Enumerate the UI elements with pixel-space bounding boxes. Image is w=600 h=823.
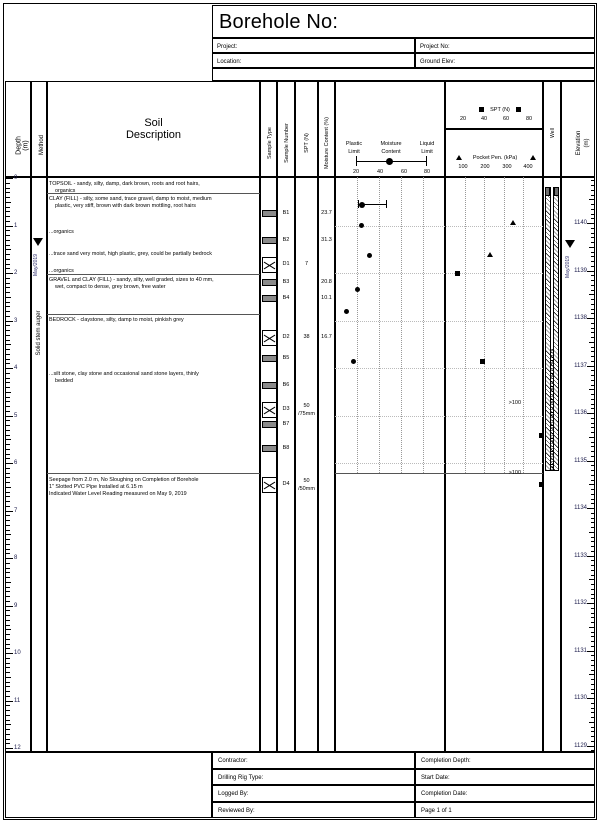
col-header-depth-label: Depth [15,136,23,155]
depth-tick-label: 12 [14,745,21,751]
surface-seal-right [554,187,559,196]
soil-description-line: wet, compact to dense, grey brown, free water [49,284,166,290]
sample-symbol-split-spoon [262,330,277,346]
sample-symbol-bulk [262,237,277,244]
spt-value-label: 38 [303,334,310,340]
legend-spt-tick-60: 60 [502,116,510,122]
sample-symbol-bulk [262,382,277,389]
col-soil-body [47,177,260,752]
sample-number-label: D3 [282,406,290,412]
spt-value-label: 50 [303,478,310,484]
legend-ppen-tick-400: 400 [523,164,533,170]
soil-description-line: ...trace sand very moist, high plastic, grey, could be partially bedrock [49,251,212,257]
soil-description-line: BEDROCK - claystone, silty, damp to moist, pinkish grey [49,317,184,323]
spt-value-label: 7 [304,261,309,267]
footer-cell-left[interactable] [212,802,415,819]
col-header-depth [5,81,31,177]
legend-spt-box [445,81,543,129]
moisture-value-label: 10.1 [321,295,332,301]
footer-label-right: Page 1 of 1 [421,807,452,814]
elevation-tick-label: 1135 [574,457,587,464]
col-header-sample-type [260,81,277,177]
soil-description-line: ...organics [49,268,74,274]
legend-liquid-l1: Liquid [419,141,435,147]
elevation-tick-label: 1131 [574,647,587,654]
field-project-no[interactable] [415,38,595,53]
page-title: Borehole No: [219,11,339,33]
col-header-elevation [561,81,595,177]
soil-description-line: 1" Slotted PVC Pipe Installed at 6.15 m [49,484,143,490]
sample-symbol-bulk [262,355,277,362]
legend-mc-tick-80: 80 [423,169,431,175]
soil-description-line: bedded [49,378,73,384]
legend-liquid-l2: Limit [421,149,433,155]
depth-tick-label: 11 [14,697,21,704]
elevation-tick-label: 1134 [574,505,587,512]
col-header-moisture-label: Moisture Content (%) [324,117,330,169]
sample-number-label: B1 [282,210,290,216]
footer-cell-right[interactable] [415,802,595,819]
col-header-spt [295,81,318,177]
pocket-pen-point [487,252,493,257]
legend-moisture-l2: Content [381,149,401,155]
atterberg-moisture-dot [359,202,365,208]
soil-description-line: CLAY (FILL) - silty, some sand, trace gravel, damp to moist, medium [49,196,212,202]
col-header-depth-unit: (m) [22,140,30,151]
spt-overlimit-label: >100 [508,470,521,476]
legend-ppen-tick-200: 200 [480,164,490,170]
well-bottom-cap [545,470,559,471]
field-project[interactable] [212,38,415,53]
method-label: Solid stem auger [36,310,42,356]
moisture-value-label: 20.8 [321,279,332,285]
spt-value-label: 50 [303,403,310,409]
sample-symbol-bulk [262,421,277,428]
sample-number-label: B2 [282,237,290,243]
field-ground-elev[interactable] [415,53,595,68]
footer-cell-left[interactable] [212,769,415,786]
water-level-date-label-right: May/2019 [565,256,571,278]
footer-label-left: Reviewed By: [218,807,255,814]
spt-overlimit-label: >100 [508,400,521,406]
sample-symbol-bulk [262,295,277,302]
legend-atterberg-cap-right [426,156,427,166]
legend-spt-tick-80: 80 [525,116,533,122]
sample-symbol-split-spoon [262,402,277,418]
sample-number-label: B8 [282,445,290,451]
legend-ppen-box [445,129,543,177]
soil-description-line: ...organics [49,229,74,235]
soil-description-line: organics [49,188,76,194]
sample-number-label: B6 [282,382,290,388]
sample-number-label: D1 [282,261,290,267]
strata-line [47,314,260,315]
soil-description-line: Seepage from 2.0 m, No Sloughing on Completion of Borehole [49,477,199,483]
legend-plastic-l2: Limit [348,149,360,155]
legend-ppen-tick-100: 100 [458,164,468,170]
legend-spt-title: SPT (N) [490,107,510,113]
sample-symbol-bulk [262,210,277,217]
col-header-soil-l2: Description [125,129,182,141]
field-project-no-label: Project No: [420,43,450,50]
sample-number-label: B7 [282,421,290,427]
sample-symbol-split-spoon [262,477,277,493]
col-header-method [31,81,47,177]
col-header-sample-type-label: Sample Type [267,127,273,160]
legend-spt-tick-20: 20 [459,116,467,122]
moisture-value-label: 16.7 [321,334,332,340]
depth-tick-label: 10 [14,650,21,656]
footer-cell-right[interactable] [415,769,595,786]
col-header-well-label: Well [550,128,556,138]
footer-cell-left[interactable] [212,752,415,769]
field-project-label: Project: [217,43,238,50]
depth-tick-label: 1 [14,222,18,229]
depth-tick-label: 6 [14,460,18,466]
elevation-tick-label: 1133 [574,552,587,559]
elevation-tick-label: 1132 [574,600,587,607]
spt-point [480,359,485,364]
riser-pipe [550,187,554,349]
sample-symbol-bulk [262,445,277,452]
spt-point [455,271,460,276]
sample-symbol-split-spoon [262,257,277,273]
spt-point [539,433,544,438]
soil-description-line: TOPSOIL - sandy, silty, damp, dark brown, roots and root hairs, [49,181,200,187]
slotted-screen [550,349,554,470]
depth-tick-label: 4 [14,365,18,371]
soil-description-line: Indicated Water Level Reading measured on May 9, 2019 [49,491,187,497]
footer-label-left: Contractor: [218,758,248,765]
depth-tick-label: 2 [14,270,18,276]
title-spacer-row [212,68,595,81]
elevation-tick-label: 1130 [574,695,587,702]
depth-tick-label: 7 [14,507,18,514]
footer-cell-left[interactable] [212,785,415,802]
legend-moisture-dot [386,158,393,165]
elevation-tick-label: 1139 [574,267,587,274]
soil-description-line: ...silt stone, clay stone and occasional sand stone layers, thinly [49,371,199,377]
legend-mc-tick-20: 20 [352,169,360,175]
depth-tick-label: 3 [14,317,18,324]
footer-label-right: Completion Depth: [421,758,471,765]
moisture-point [367,253,372,258]
col-header-moisture [318,81,335,177]
sample-number-label: B4 [282,295,290,301]
col-header-elev-unit: (m) [584,138,590,148]
field-location[interactable] [212,53,415,68]
col-header-spt-label: SPT (N) [304,133,310,153]
footer-blank-left [5,752,212,818]
plot-spt-body [445,177,543,752]
depth-tick-label: 5 [14,412,18,419]
soil-description-line: GRAVEL and CLAY (FILL) - sandy, silty, well graded, sizes to 40 mm, [49,277,214,283]
col-header-sample-number-label: Sample Number [284,123,290,163]
footer-label-left: Logged By: [218,791,249,798]
footer-label-right: Start Date: [421,774,450,781]
sample-number-label: B3 [282,279,290,285]
col-moisture-body [318,177,335,752]
footer-cell-right[interactable] [415,785,595,802]
strata-line [47,473,260,474]
pocket-pen-point [510,220,516,225]
elevation-tick-label: 1136 [574,410,587,417]
strata-line [47,274,260,275]
col-header-well [543,81,561,177]
spt-value-suffix: /75mm [298,411,315,417]
sample-number-label: B5 [282,355,290,361]
col-header-sample-number [277,81,295,177]
depth-tick-label: 8 [14,555,18,561]
moisture-point [359,223,364,228]
legend-mc-tick-60: 60 [400,169,408,175]
atterberg-cap-liquid [386,200,387,208]
legend-atterberg-cap-left [356,156,357,166]
spt-value-suffix: /50mm [298,486,315,492]
legend-ppen-tick-300: 300 [502,164,512,170]
title-box [212,5,595,38]
elevation-tick-label: 1129 [574,742,587,749]
depth-tick-label: 9 [14,602,18,609]
water-level-date-label: May/2019 [33,254,39,276]
elevation-tick-label: 1138 [574,315,587,322]
sample-symbol-bulk [262,279,277,286]
field-ground-elev-label: Ground Elev: [420,58,456,65]
elevation-tick-label: 1140 [574,220,587,227]
moisture-value-label: 31.3 [321,237,332,243]
legend-ppen-marker-right [530,155,536,160]
legend-spt-marker-right [516,107,521,112]
col-header-elev-label: Elevation [576,130,582,156]
moisture-point [351,359,356,364]
footer-label-right: Completion Date: [421,791,468,798]
soil-description-line: plastic, very stiff, brown with dark brown mottling, root hairs [49,203,197,209]
footer-cell-right[interactable] [415,752,595,769]
footer-label-left: Drilling Rig Type: [218,774,264,781]
legend-moisture-box [335,81,445,177]
plot-moisture-body [335,177,445,752]
legend-spt-tick-40: 40 [480,116,488,122]
col-header-soil [47,81,260,177]
depth-tick-label: 0 [14,175,18,181]
col-header-soil-l1: Soil [144,117,163,129]
legend-moisture-l1: Moisture [380,141,402,147]
spt-point [539,482,544,487]
strata-line [47,193,260,194]
sample-number-label: D2 [282,334,290,340]
field-location-label: Location: [217,58,242,65]
col-header-method-label: Method [39,135,45,156]
elevation-tick-label: 1137 [574,362,587,369]
legend-plastic-l1: Plastic [345,141,363,147]
sample-number-label: D4 [282,481,290,487]
legend-ppen-title: Pocket Pen. (kPa) [472,155,518,161]
legend-mc-tick-40: 40 [376,169,384,175]
moisture-value-label: 23.7 [321,210,332,216]
